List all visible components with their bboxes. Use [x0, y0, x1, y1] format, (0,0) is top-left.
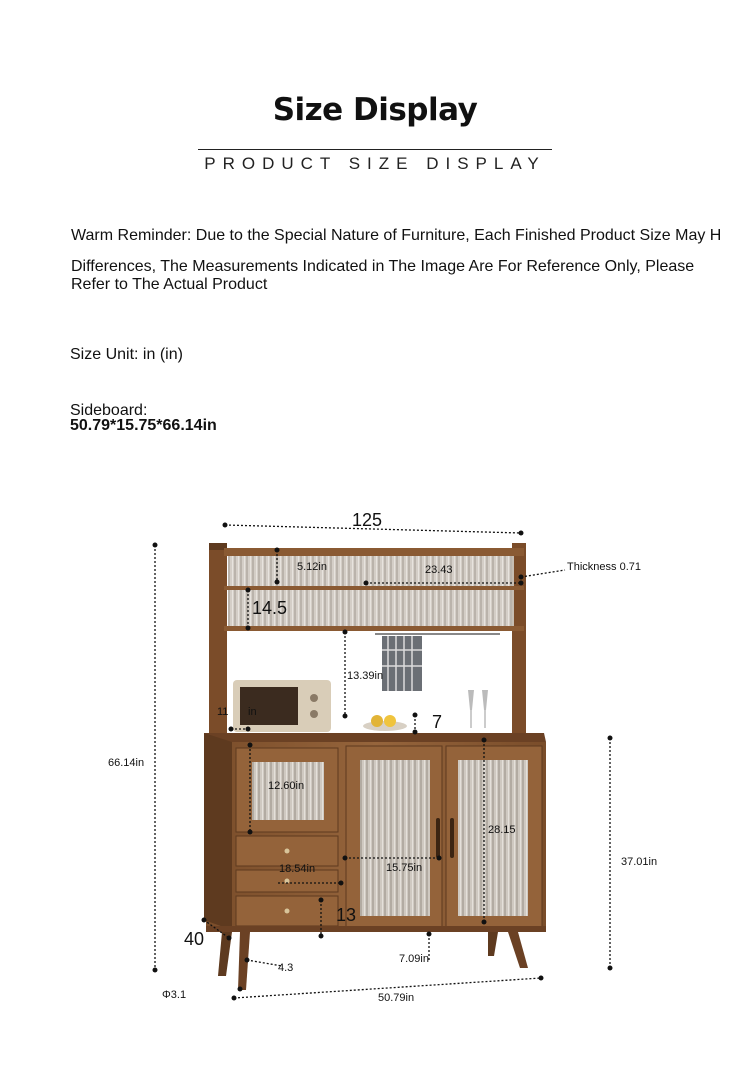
- dim-door-width: 15.75in: [386, 862, 423, 874]
- dim-top-width: 125: [352, 510, 383, 530]
- dim-base-height: 37.01in: [621, 856, 658, 868]
- dim-depth: 40: [184, 929, 205, 949]
- sideboard-dimensions: 50.79*15.75*66.14in: [70, 417, 217, 434]
- reminder-line-3: Refer to The Actual Product: [71, 276, 268, 293]
- dim-open-area-height: 13.39in: [347, 670, 384, 682]
- dim-right-door-height: 28.15: [488, 824, 516, 836]
- dim-thickness: Thickness 0.71: [567, 561, 641, 573]
- dim-drawer-width: 18.54in: [279, 863, 316, 875]
- sideboard-label: Sideboard:: [70, 402, 148, 419]
- dim-small-gap: 11: [217, 706, 229, 718]
- dim-top-shelf-gap: 5.12in: [297, 561, 327, 573]
- dim-bottom-width: 50.79in: [378, 992, 415, 1004]
- dim-ledge-height: 7: [432, 712, 443, 732]
- page-title: Size Display: [272, 92, 478, 128]
- size-unit: Size Unit: in (in): [70, 346, 183, 363]
- dim-drawer-height: 13: [336, 905, 357, 925]
- dim-leg-diameter: Φ3.1: [162, 989, 187, 1001]
- page-subtitle: PRODUCT SIZE DISPLAY: [204, 154, 546, 173]
- dim-foot-offset: 4.3: [278, 962, 294, 974]
- dim-left-door-height: 12.60in: [268, 780, 305, 792]
- reminder-line-2: Differences, The Measurements Indicated in The Image Are For Reference Only, Please: [71, 258, 695, 275]
- dim-small-gap-unit: in: [248, 706, 257, 718]
- reminder-line-1: Warm Reminder: Due to the Special Nature of Furniture, Each Finished Product Size May H: [71, 227, 722, 244]
- dim-leg-height: 7.09in: [399, 953, 429, 965]
- dim-hutch-shelf-width: 23.43: [425, 564, 453, 576]
- dim-total-height: 66.14in: [108, 757, 145, 769]
- dim-hutch-height: 14.5: [252, 598, 288, 618]
